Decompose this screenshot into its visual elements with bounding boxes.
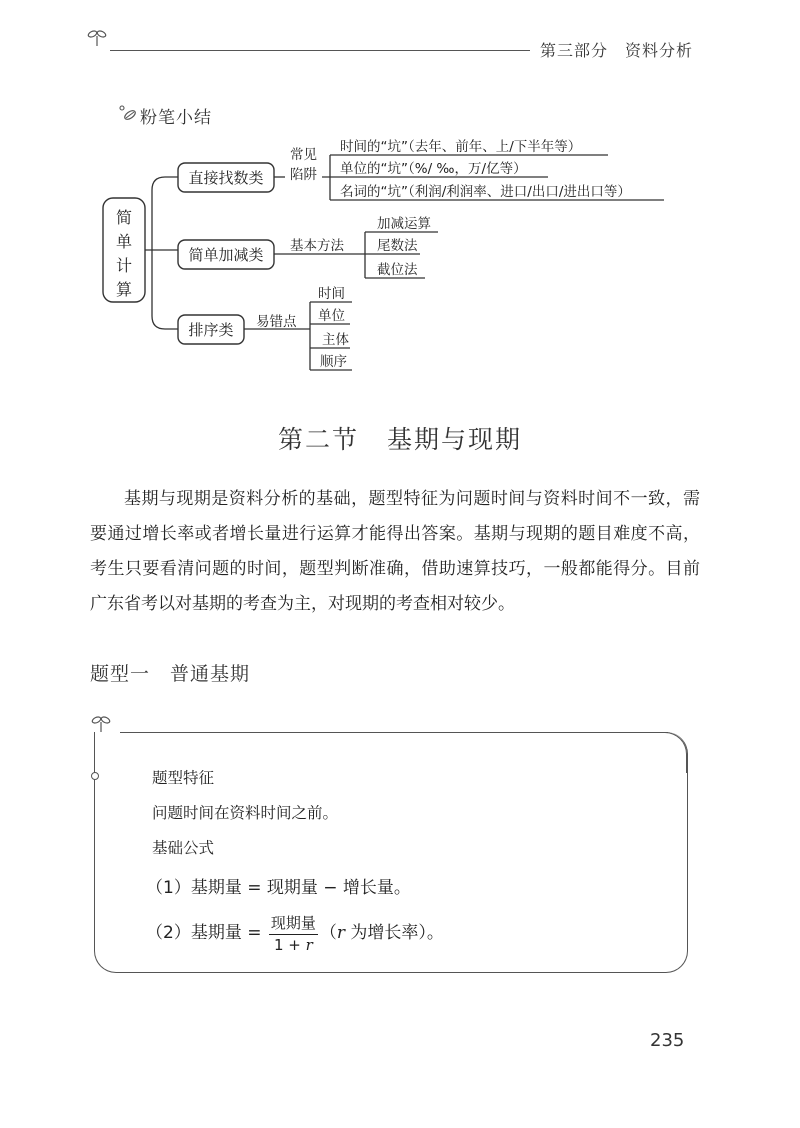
formula-2-r: r — [336, 923, 346, 943]
fraction — [269, 912, 318, 954]
connector-line — [145, 177, 178, 250]
leaf-text: 顺序 — [320, 354, 347, 370]
formula-2-paren: （ — [319, 923, 337, 943]
formula-1: （1）基期量 = 现期量 − 增长量。 — [146, 878, 411, 898]
intro-paragraph: 基期与现期是资料分析的基础，题型特征为问题时间与资料时间不一致，需要通过增长率或者增长量进行运算才能得出答案。基期与现期的题目难度不高，考生只要看清问题的时间，题型判断准确，借助速算技巧，一般都能得分。目前广东省考以对基期的考查为主，对现期的考查相对较少。 — [90, 489, 700, 614]
connector-line — [152, 250, 178, 329]
branch-label-direct: 直接找数类 — [188, 169, 264, 187]
formula-2-suffix: 为增长率）。 — [345, 923, 444, 943]
page-number: 235 — [650, 1030, 685, 1051]
section-name: 基期与现期 — [387, 425, 523, 454]
mind-map — [0, 0, 800, 400]
leaf-text: 尾数法 — [377, 238, 418, 254]
box-marker — [91, 772, 99, 780]
feature-title: 题型特征 — [152, 769, 215, 787]
connector-label-trap: 陷阱 — [290, 167, 317, 183]
summary-title: 粉笔小结 — [140, 108, 212, 128]
mindmap-root-char: 简 — [115, 208, 133, 227]
denominator-one-plus: 1 + — [273, 936, 306, 954]
denominator-r: r — [305, 936, 313, 954]
leaf-text: 加减运算 — [377, 216, 431, 232]
formula-2 — [146, 912, 444, 954]
connector-label-error: 易错点 — [256, 314, 297, 330]
section-number: 第二节 — [277, 425, 359, 454]
leaf-text: 名词的“坑”（利润/利润率、进口/出口/进出口等） — [340, 184, 631, 200]
branch-label-simple: 简单加减类 — [188, 246, 264, 264]
leaf-text: 单位 — [318, 308, 345, 324]
section-title — [0, 420, 800, 456]
feature-text: 问题时间在资料时间之前。 — [152, 804, 339, 822]
formula-2-prefix: （2）基期量 = — [146, 923, 262, 943]
connector-label-common: 常见 — [290, 147, 317, 163]
question-type-heading — [90, 659, 250, 686]
header-title: 第三部分 资料分析 — [540, 41, 694, 60]
mindmap-root-char: 计 — [115, 256, 133, 275]
connector-label-method: 基本方法 — [290, 238, 344, 254]
box-corner — [640, 732, 687, 773]
question-type-number: 题型一 — [90, 663, 151, 685]
branch-label-sort: 排序类 — [188, 321, 234, 339]
leaf-text: 截位法 — [377, 262, 418, 278]
leaf-text: 单位的“坑”（%/ ‰，万/亿等） — [340, 161, 527, 177]
leaf-text: 主体 — [322, 332, 349, 348]
formula-title: 基础公式 — [152, 839, 215, 857]
fraction-denominator — [269, 935, 318, 954]
fraction-numerator: 现期量 — [269, 912, 318, 935]
mindmap-root-char: 单 — [115, 232, 133, 251]
mindmap-root-char: 算 — [115, 280, 133, 299]
leaf-text: 时间的“坑”（去年、前年、上/下半年等） — [340, 139, 582, 155]
question-type-name: 普通基期 — [170, 663, 251, 685]
leaf-text: 时间 — [318, 286, 345, 302]
